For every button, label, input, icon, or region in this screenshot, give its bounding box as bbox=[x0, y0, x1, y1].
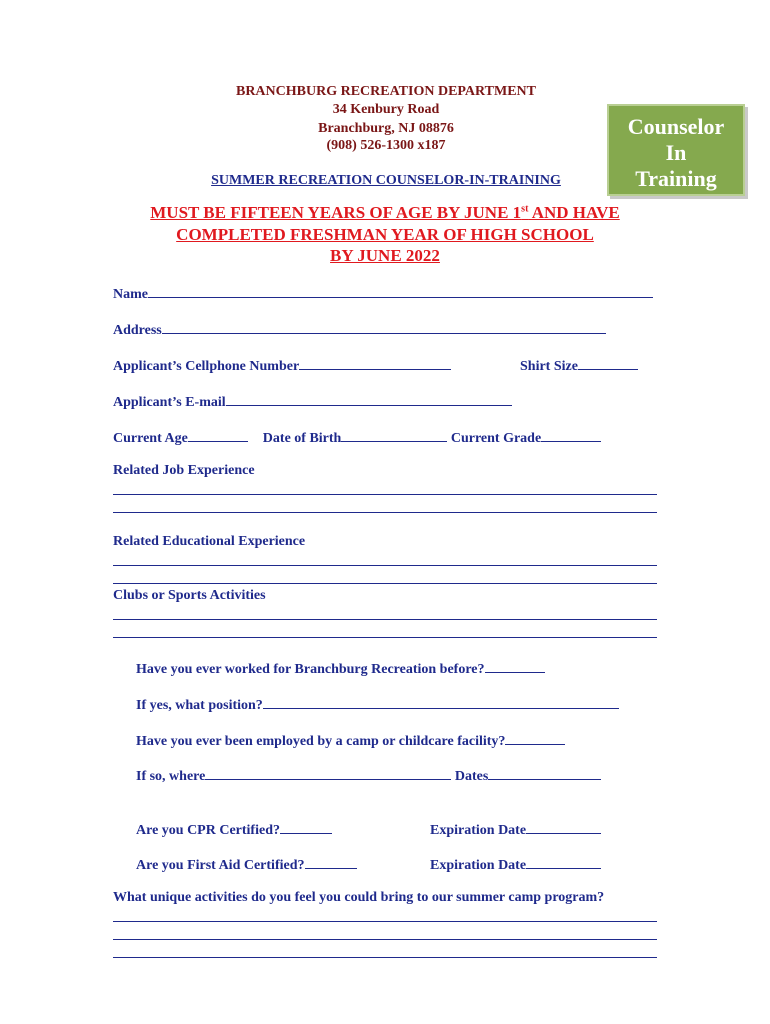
badge-line-1: Counselor bbox=[627, 114, 725, 139]
clubs-label: Clubs or Sports Activities bbox=[113, 588, 266, 603]
shirt-size-label: Shirt Size bbox=[520, 359, 578, 374]
first-aid-exp-label: Expiration Date bbox=[430, 858, 527, 873]
job-experience-line-2[interactable] bbox=[113, 512, 657, 513]
edu-experience-line-2[interactable] bbox=[113, 583, 657, 584]
worked-before-label: Have you ever worked for Branchburg Recreation before? bbox=[136, 662, 485, 677]
badge-line-3: Training bbox=[635, 166, 717, 191]
name-field[interactable] bbox=[148, 284, 653, 298]
address-row bbox=[113, 320, 606, 339]
requirement-line-1 bbox=[100, 203, 670, 223]
first-aid-field[interactable] bbox=[305, 855, 357, 869]
cpr-label: Are you CPR Certified? bbox=[136, 823, 280, 838]
current-grade-label: Current Grade bbox=[450, 431, 542, 446]
cpr-exp-field[interactable] bbox=[526, 820, 601, 834]
shirt-size-field[interactable] bbox=[578, 356, 638, 370]
if-so-where-field[interactable] bbox=[205, 766, 451, 780]
shirt-size-row bbox=[520, 356, 638, 375]
current-age-field[interactable] bbox=[188, 428, 248, 442]
requirement-line-3: BY JUNE 2022 bbox=[330, 246, 440, 265]
requirement-line-1-a: MUST BE FIFTEEN YEARS OF AGE BY JUNE 1 bbox=[150, 203, 522, 222]
street-address: 34 Kenbury Road bbox=[332, 102, 440, 117]
program-title: SUMMER RECREATION COUNSELOR-IN-TRAINING bbox=[211, 173, 561, 188]
org-name: BRANCHBURG RECREATION DEPARTMENT bbox=[235, 84, 536, 99]
current-grade-field[interactable] bbox=[541, 428, 601, 442]
camp-employed-row bbox=[136, 731, 565, 750]
cellphone-field[interactable] bbox=[299, 356, 451, 370]
first-aid-exp-row bbox=[430, 855, 601, 874]
job-experience-line-1[interactable] bbox=[113, 494, 657, 495]
cellphone-row bbox=[113, 356, 451, 375]
clubs-line-2[interactable] bbox=[113, 637, 657, 638]
current-age-label: Current Age bbox=[113, 431, 188, 446]
name-label: Name bbox=[113, 287, 148, 302]
dates-label: Dates bbox=[454, 769, 489, 784]
email-label: Applicant’s E-mail bbox=[113, 395, 226, 410]
cpr-field[interactable] bbox=[280, 820, 332, 834]
cpr-exp-label: Expiration Date bbox=[430, 823, 527, 838]
camp-employed-field[interactable] bbox=[505, 731, 565, 745]
camp-employed-label: Have you ever been employed by a camp or childcare facility? bbox=[136, 734, 506, 749]
job-experience-label: Related Job Experience bbox=[113, 463, 255, 478]
requirement-line-1-b: AND HAVE bbox=[528, 203, 620, 222]
unique-activities-line-1[interactable] bbox=[113, 921, 657, 922]
address-label: Address bbox=[113, 323, 162, 338]
first-aid-label: Are you First Aid Certified? bbox=[136, 858, 305, 873]
cellphone-label: Applicant’s Cellphone Number bbox=[113, 359, 300, 374]
phone-number: (908) 526-1300 x187 bbox=[326, 138, 446, 153]
requirement-line-2: COMPLETED FRESHMAN YEAR OF HIGH SCHOOL bbox=[176, 225, 594, 244]
unique-activities-label: What unique activities do you feel you could bring to our summer camp program? bbox=[113, 890, 605, 905]
counselor-in-training-badge bbox=[607, 104, 745, 196]
city-state-zip: Branchburg, NJ 08876 bbox=[318, 121, 454, 136]
clubs-line-1[interactable] bbox=[113, 619, 657, 620]
worked-before-field[interactable] bbox=[485, 659, 545, 673]
cpr-exp-row bbox=[430, 820, 601, 839]
unique-activities-line-2[interactable] bbox=[113, 939, 657, 940]
first-aid-row bbox=[136, 855, 357, 874]
address-field[interactable] bbox=[162, 320, 606, 334]
email-field[interactable] bbox=[226, 392, 512, 406]
age-dob-grade-row bbox=[113, 428, 601, 447]
email-row bbox=[113, 392, 512, 411]
position-field[interactable] bbox=[263, 695, 619, 709]
dates-field[interactable] bbox=[488, 766, 601, 780]
requirement-line-1-sup: st bbox=[521, 203, 529, 215]
dob-label: Date of Birth bbox=[262, 431, 342, 446]
unique-activities-line-3[interactable] bbox=[113, 957, 657, 958]
edu-experience-line-1[interactable] bbox=[113, 565, 657, 566]
name-row bbox=[113, 284, 653, 303]
first-aid-exp-field[interactable] bbox=[526, 855, 601, 869]
where-dates-row bbox=[136, 766, 601, 785]
cpr-row bbox=[136, 820, 332, 839]
dob-field[interactable] bbox=[341, 428, 447, 442]
worked-before-row bbox=[136, 659, 545, 678]
position-row bbox=[136, 695, 619, 714]
edu-experience-label: Related Educational Experience bbox=[113, 534, 306, 549]
position-label: If yes, what position? bbox=[136, 698, 263, 713]
if-so-where-label: If so, where bbox=[136, 769, 206, 784]
badge-line-2: In bbox=[665, 140, 687, 165]
